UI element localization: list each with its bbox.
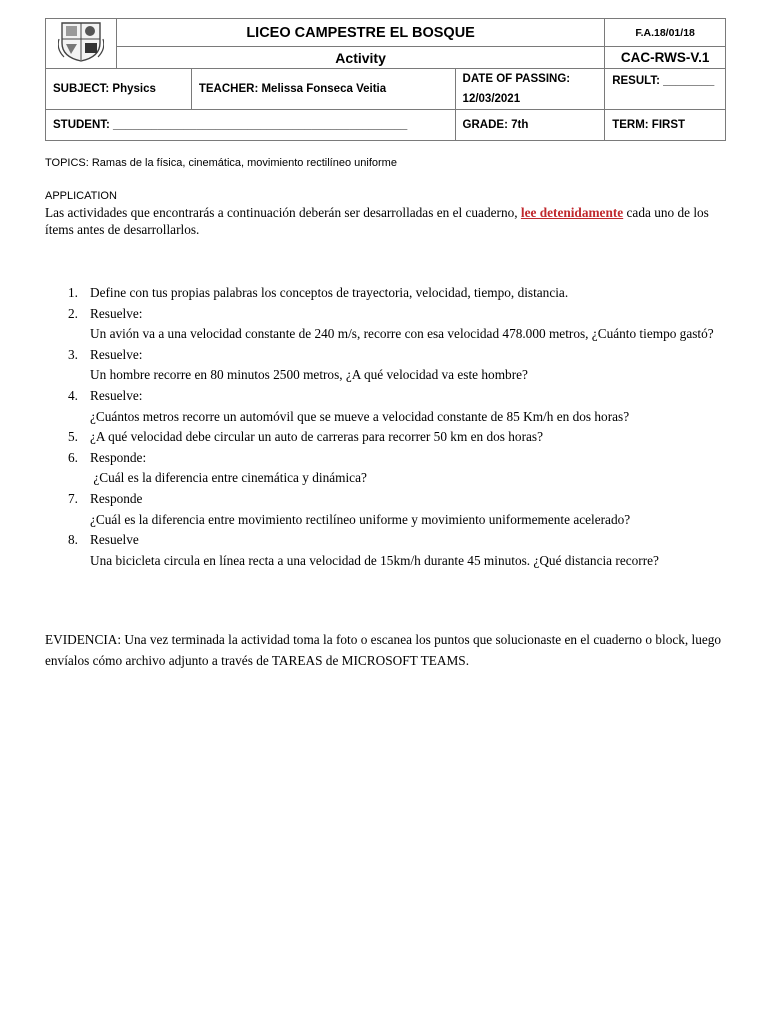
item-number: 3.: [68, 346, 78, 362]
version-code: CAC-RWS-V.1: [605, 47, 726, 69]
item-text: ¿A qué velocidad debe circular un auto de carreras para recorrer 50 km en dos horas?: [90, 429, 543, 445]
item-detail: ¿Cuántos metros recorre un automóvil que se mueve a velocidad constante de 85 Km/h en dos horas?: [90, 408, 630, 424]
list-item: [58, 530, 728, 571]
result-field: RESULT: ________: [605, 69, 726, 110]
item-text: Responde: [90, 490, 143, 506]
date-field: [455, 69, 605, 110]
item-detail: Un avión va a una velocidad constante de 240 m/s, recorre con esa velocidad 478.000 metros, ¿Cuánto tiempo gastó?: [90, 326, 714, 342]
item-number: 5.: [68, 429, 78, 445]
item-number: 2.: [68, 305, 78, 321]
date-value: 12/03/2021: [462, 93, 521, 105]
item-text: Responde:: [90, 449, 147, 465]
application-instructions: [45, 204, 728, 238]
list-item: [58, 489, 728, 530]
item-number: 4.: [68, 387, 78, 403]
item-number: 6.: [68, 449, 78, 465]
evidence-paragraph: EVIDENCIA: Una vez terminada la actividad toma la foto o escanea los puntos que solucionaste en el cuaderno o block, luego envíalos cómo archivo adjunto a través de TAREAS de MICROSOFT TEAMS.: [45, 632, 722, 668]
school-name: LICEO CAMPESTRE EL BOSQUE: [116, 19, 604, 47]
item-number: 7.: [68, 490, 78, 506]
header-table: [45, 18, 726, 141]
item-text: Resuelve:: [90, 387, 143, 403]
topics-line: TOPICS: Ramas de la física, cinemática, movimiento rectilíneo uniforme: [45, 157, 397, 169]
subject-field: SUBJECT: Physics: [46, 69, 192, 110]
grade-field: GRADE: 7th: [455, 110, 605, 141]
item-text: Resuelve: [90, 532, 139, 548]
school-crest-icon: [58, 19, 104, 63]
item-detail: Una bicicleta circula en línea recta a una velocidad de 15km/h durante 45 minutos. ¿Qué distancia recorre?: [90, 552, 659, 568]
item-detail: ¿Cuál es la diferencia entre movimiento rectilíneo uniforme y movimiento uniformemente acelerado?: [90, 511, 631, 527]
form-code: F.A.18/01/18: [605, 19, 726, 47]
item-text: Define con tus propias palabras los conceptos de trayectoria, velocidad, tiempo, distancia.: [90, 285, 569, 300]
teacher-field: TEACHER: Melissa Fonseca Veitia: [191, 69, 455, 110]
item-text: Resuelve:: [90, 346, 143, 362]
list-item: [58, 386, 728, 427]
instructions-text-start: Las actividades que encontrarás a continuación deberán ser desarrolladas en el cuaderno,: [45, 205, 518, 220]
application-label: APPLICATION: [45, 190, 117, 202]
student-field: STUDENT: ______________________________________________: [46, 110, 456, 141]
item-number: 1.: [68, 285, 78, 300]
item-number: 8.: [68, 532, 78, 548]
item-text: Resuelve:: [90, 305, 143, 321]
item-detail: ¿Cuál es la diferencia entre cinemática y dinámica?: [90, 470, 367, 486]
school-logo-cell: [46, 19, 117, 69]
list-item: [58, 283, 728, 304]
list-item: [58, 345, 728, 386]
list-item: [58, 304, 728, 345]
document-type: Activity: [116, 47, 604, 69]
activity-list: [58, 283, 728, 571]
item-detail: Un hombre recorre en 80 minutos 2500 metros, ¿A qué velocidad va este hombre?: [90, 367, 528, 383]
date-label: DATE OF PASSING:: [462, 73, 571, 85]
list-item: [58, 448, 728, 489]
instructions-highlight: lee detenidamente: [520, 205, 624, 220]
term-field: TERM: FIRST: [605, 110, 726, 141]
list-item: [58, 427, 728, 448]
instructions-text-end: cada uno de los ítems antes de desarrollarlos.: [45, 205, 709, 237]
